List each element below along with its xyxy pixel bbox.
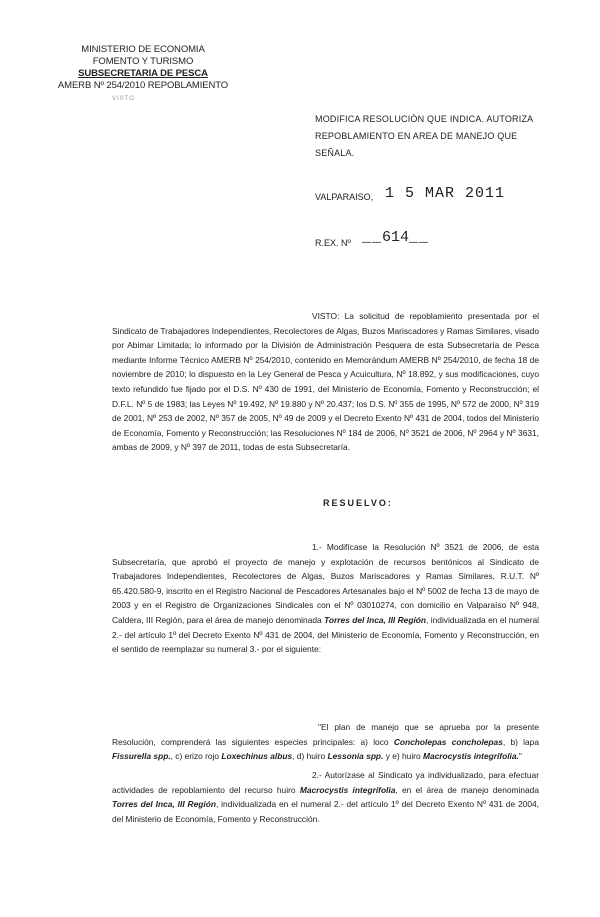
area-name-2: Torres del Inca, III Región	[112, 799, 216, 810]
article-1-text: 1.- Modifícase la Resolución Nº 3521 de 2006, de esta Subsecretaría, que aprobó el proyecto de manejo y explotación de recursos bentónicos al Sindicato de Trabajadores Independientes, Recolectores de Algas, Buzos Mariscadores y Ramas Similares, R.U.T. Nº 65.420.580-9, inscrito en el Registro Nacional de Pescadores Artesanales bajo el Nº 5002 de fecha 13 de mayo de 2003 y en el Registro de Organizaciones Sindicales con el Nº 03010274, con domicilio en Valparaíso Nº 948, Caldera, III Región, para el área de manejo denominada	[112, 542, 539, 625]
letterhead	[48, 44, 238, 92]
ministry-name: MINISTERIO DE ECONOMIA	[81, 44, 205, 55]
ministry-subname: FOMENTO Y TURISMO	[92, 56, 194, 67]
article-2-text: 2.- Autorízase al Sindicato ya individualizado, para efectuar actividades de repoblamiento del recurso huiro	[112, 770, 539, 795]
quote-text: "El plan de manejo que se aprueba por la presente Resolución, comprenderá las siguientes especies principales: a) loco	[112, 722, 539, 747]
resolution-topic: MODIFICA RESOLUCIÓN QUE INDICA. AUTORIZA REPOBLAMIENTO EN AREA DE MANEJO QUE SEÑALA.	[315, 114, 533, 158]
rex-label: R.EX. Nº	[315, 238, 351, 248]
date-stamp: 1 5 MAR 2011	[385, 185, 506, 202]
quote-sep-b: , b) lapa	[502, 736, 539, 747]
place-label: VALPARAISO,	[315, 192, 374, 202]
subsecretaria-name: SUBSECRETARIA DE PESCA	[78, 68, 208, 79]
article-1-text-end: , individualizada en el numeral 2.- del artículo 1º del Decreto Exento Nº 431 de 2004, del Ministerio de Economía, Fomento y Reconstrucción, en el sentido de reemplazar su numeral 3.- por el siguiente:	[112, 614, 540, 655]
quote-sep-d: , d) huiro	[292, 751, 326, 762]
article-1	[112, 540, 539, 657]
quoted-plan	[112, 720, 539, 764]
visto-stamp: VISTO	[112, 96, 135, 102]
rex-number-stamp: __614__	[362, 229, 430, 246]
species-macrocystis: Macrocystis integrifolia.	[422, 751, 519, 762]
article-2-text-mid: , en el área de manejo denominada	[395, 784, 539, 795]
species-lessonia: Lessonia spp.	[327, 751, 384, 762]
area-name: Torres del Inca, III Región	[324, 614, 427, 625]
visto-paragraph: VISTO: La solicitud de repoblamiento presentada por el Sindicato de Trabajadores Independientes, Recolectores de Algas, Buzos Mariscadores y Ramas Similares, visado por Abimar Limitada; lo informado por la División de Administración Pesquera de esta Subsecretaría de Pesca mediante Informe Técnico AMERB Nº 254/2010, contenido en Memorándum AMERB Nº 254/2010, de fecha 18 de noviembre de 2010; lo dispuesto en la Ley General de Pesca y Acuicultura, Nº 18.892, y sus modificaciones, cuyo texto refundido fue fijado por el D.S. Nº 430 de 1991, del Ministerio de Economía, Fomento y Reconstrucción; el D.F.L. Nº 5 de 1983; las Leyes Nº 19.492, Nº 19.880 y Nº 20.437; los D.S. Nº 355 de 1995, Nº 572 de 2000, Nº 319 de 2001, Nº 253 de 2002, Nº 357 de 2005, Nº 49 de 2009 y el Decreto Exento Nº 431 de 2004, todos del Ministerio de Economía, Fomento y Reconstrucción; las Resoluciones Nº 184 de 2006, Nº 3521 de 2006, Nº 2964 y Nº 3631, ambas de 2009, y Nº 397 de 2011, todas de esta Subsecretaría.	[112, 311, 539, 453]
quote-sep-c: , c) erizo rojo	[170, 751, 220, 762]
article-2	[112, 768, 539, 826]
resuelvo-heading: RESUELVO:	[323, 498, 393, 508]
species-concholepas: Concholepas concholepas	[393, 736, 503, 747]
quote-close: "	[518, 751, 522, 762]
quote-sep-e: y e) huiro	[385, 751, 421, 762]
species-macrocystis-2: Macrocystis integrifolia	[299, 784, 396, 795]
file-reference: AMERB Nº 254/2010 REPOBLAMIENTO	[57, 80, 229, 91]
species-fissurella: Fissurella spp.	[112, 751, 171, 762]
article-2-text-end: , individualizada en el numeral 2.- del artículo 1º del Decreto Exento Nº 431 de 2004, del Ministerio de Economía, Fomento y Reconstrucción.	[112, 799, 539, 824]
rex-number: 614	[382, 229, 410, 246]
species-loxechinus: Loxechinus albus	[221, 751, 293, 762]
